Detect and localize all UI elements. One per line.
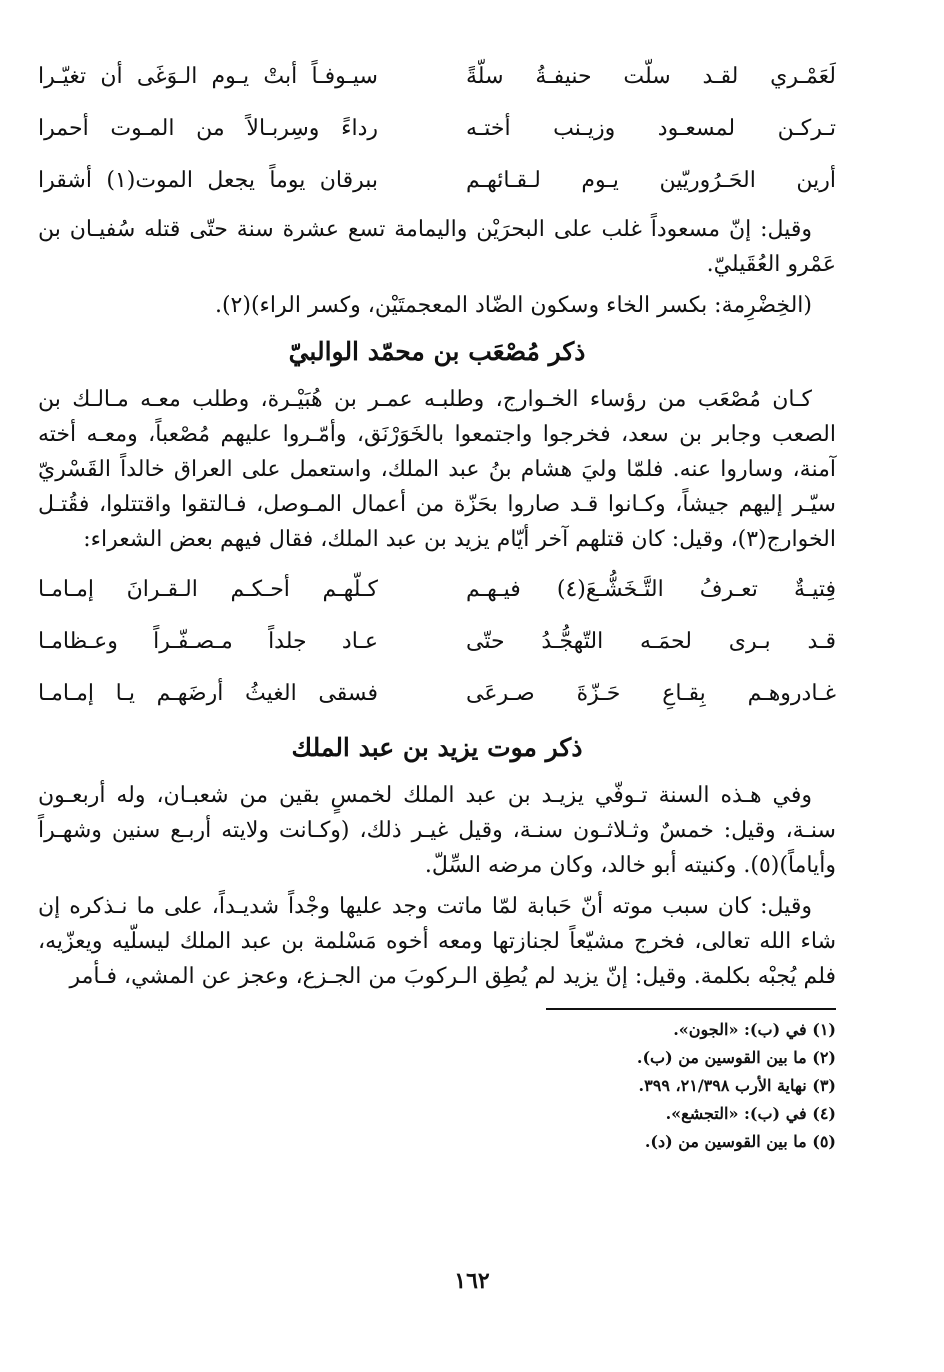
- hemistich-second: فسقى الغيثُ أرضَهـم يـا إمـامـا: [38, 680, 378, 706]
- section-heading: ذكر موت يزيد بن عبد الملك: [291, 733, 583, 762]
- footnotes: [38, 1016, 836, 1156]
- footnote: (٥) ما بين القوسين من (د).: [644, 1132, 836, 1151]
- hemistich-second: سيـوفـاً أبتْ يـوم الـوَغَى أن تغيّـرا: [38, 63, 378, 89]
- poem-1: [38, 50, 836, 206]
- hemistich-first: فِتيـةٌ تعـرفُ التَّـخَشُّـعَ(٤) فيـهـم: [466, 576, 836, 602]
- verse: [38, 154, 836, 206]
- paragraph: (الخِضْرِمة: بكسر الخاء وسكون الضّاد المعجمتَيْن، وكسر الراء)(٢).: [214, 293, 812, 318]
- hemistich-second: كـلّهـم أحـكـم الـقـرانَ إمـامـا: [38, 576, 378, 602]
- verse: [38, 615, 836, 667]
- footnote: (٤) في (ب): «التجشع».: [665, 1104, 836, 1123]
- footnote: (٢) ما بين القوسين من (ب).: [636, 1048, 836, 1067]
- page-number: ١٦٢: [454, 1268, 490, 1294]
- hemistich-first: قـد بـرى لحمَـه التّهجُّـدُ حتّى: [466, 628, 836, 654]
- verse: [38, 667, 836, 719]
- verse: [38, 102, 836, 154]
- paragraph: وقيل: كان سبب موته أنّ حَبابة لمّا ماتت وجد عليها وجْداً شديـداً، على ما نـذكره إن شاء الله تعالى، فخرج مشيّعاً لجنازتها ومعه أخوه مَسْلمة بن عبد الملك ليسلّيه ويعزّيه، فلم يُجبْه بكلمة. وقيل: إنّ يزيد لم يُطِق الـركوبَ من الجـزع، وعجز عن المشي، فـأمر: [38, 894, 836, 989]
- paragraph: وقيل: إنّ مسعوداً غلب على البحرَيْن واليمامة تسع عشرة سنة حتّى قتله سُفيـان بن عَمْرو العُقَيليّ.: [38, 217, 836, 277]
- verse: [38, 50, 836, 102]
- footnote: (١) في (ب): «الجون».: [673, 1020, 836, 1039]
- hemistich-second: رداءً وسِربـالاً من المـوت أحمرا: [38, 115, 378, 141]
- section-heading: ذكر مُصْعَب بن محمّد الوالبيّ: [288, 337, 586, 366]
- hemistich-first: تـركـن لمسعـود وزيـنب أختـه: [466, 115, 836, 141]
- hemistich-second: ببرقان يوماً يجعل الموت(١) أشقرا: [38, 167, 378, 193]
- paragraph: كـان مُصْعَب من رؤساء الخـوارج، وطلبـه عمـر بن هُبَيْـرة، وطلب معـه مـالـك بن الصعب وجابر بن سعد، فخرجوا واجتمعوا بالخَوَرْنَق، وأمّـروا عليهم مُصْعباً، ومعـه أخته آمنة، وساروا عنه. فلمّا وليَ هشام بنُ عبد الملك، واستعمل على العراق خالداً القَسْريّ سيّـر إليهم جيشاً، وكـانوا قـد صاروا بحَزّة من أعمال المـوصل، فـالتقوا واقتتلوا، فقُتـل الخوارج(٣)، وقيل: كان قتلهم آخر أيّام يزيد بن عبد الملك، فقال فيهم بعض الشعراء:: [38, 387, 836, 552]
- paragraph: وفي هـذه السنة تـوفّي يزيـد بن عبد الملك لخمسٍ بقين من شعبـان، وله أربعـون سنـة، وقيل: خمسٌ وثـلاثـون سنـة، وقيل غيـر ذلك، (وكـانت ولايته أربـع سنين وشهـراً وأياماً)(٥). وكنيته أبو خالد، وكان مرضه السِّلّ.: [38, 783, 836, 878]
- hemistich-first: غـادروهـم بِقـاعِ حَـزّةَ صـرعَى: [466, 680, 836, 706]
- poem-2: [38, 563, 836, 719]
- footnote-divider: [546, 1008, 836, 1010]
- hemistich-second: عـاد جلداً مـصـفّـراً وعـظامـا: [38, 628, 378, 654]
- verse: [38, 563, 836, 615]
- footnote: (٣) نهاية الأرب ٢١/٣٩٨، ٣٩٩.: [638, 1076, 836, 1095]
- hemistich-first: أرين الحَـرُوريّين يـوم لـقـائهـم: [466, 167, 836, 193]
- hemistich-first: لَعَمْـري لقـد سلّت حنيفـةُ سلّةً: [466, 63, 836, 89]
